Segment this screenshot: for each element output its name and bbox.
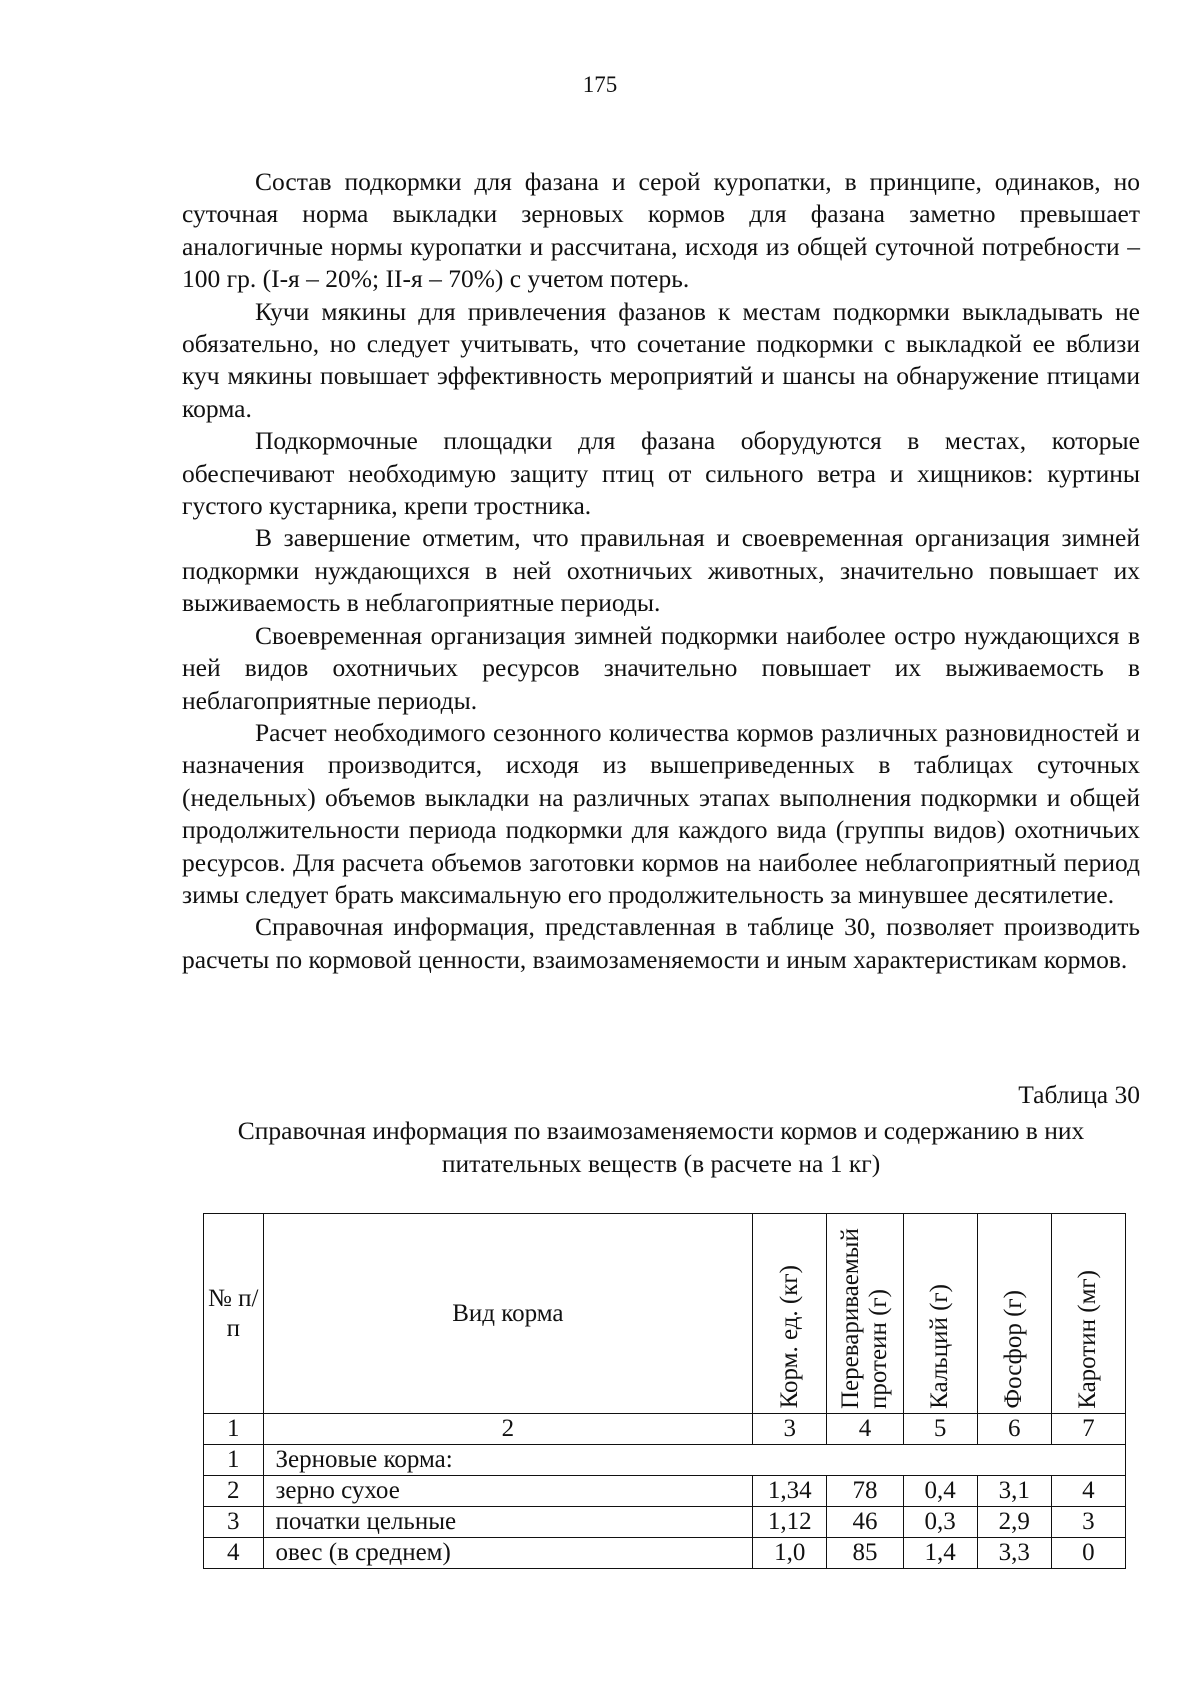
row-number: 4 [204, 1538, 264, 1569]
column-number: 2 [263, 1414, 753, 1445]
feed-name: початки цельные [263, 1507, 753, 1538]
body-text [182, 166, 1140, 976]
feed-units-value: 1,12 [753, 1507, 827, 1538]
protein-value: 46 [827, 1507, 903, 1538]
column-number: 6 [977, 1414, 1051, 1445]
feed-reference-table [203, 1213, 1126, 1569]
protein-value: 78 [827, 1476, 903, 1507]
header-feed-units-cell [753, 1214, 827, 1414]
protein-value: 85 [827, 1538, 903, 1569]
paragraph: Своевременная организация зимней подкормки наиболее остро нуждающихся в ней видов охотничьих ресурсов значительно повышает их выживаемость в неблагоприятные периоды. [182, 620, 1140, 715]
row-number: 2 [204, 1476, 264, 1507]
table-row [204, 1476, 1126, 1507]
header-carotene-cell [1051, 1214, 1125, 1414]
carotene-value: 4 [1051, 1476, 1125, 1507]
table-header-row [204, 1214, 1126, 1414]
phosphorus-value: 3,1 [977, 1476, 1051, 1507]
carotene-value: 0 [1051, 1538, 1125, 1569]
paragraph: Кучи мякины для привлечения фазанов к местам подкормки выкладывать не обязательно, но следует учитывать, что сочетание подкормки с выкладкой ее вблизи куч мякины повышает эффективность мероприятий и шансы на обнаружение птицами корма. [182, 296, 1140, 423]
phosphorus-value: 2,9 [977, 1507, 1051, 1538]
feed-name: зерно сухое [263, 1476, 753, 1507]
row-number: 1 [204, 1445, 264, 1476]
feed-name: овес (в среднем) [263, 1538, 753, 1569]
feed-units-value: 1,0 [753, 1538, 827, 1569]
column-number: 7 [1051, 1414, 1125, 1445]
row-number: 3 [204, 1507, 264, 1538]
header-number: № п/п [204, 1214, 264, 1414]
page-number: 175 [582, 72, 618, 97]
header-feed-type: Вид корма [263, 1214, 753, 1414]
header-phosphorus-cell [977, 1214, 1051, 1414]
header-calcium-cell [903, 1214, 977, 1414]
section-label: Зерновые корма: [263, 1445, 1125, 1476]
paragraph: Подкормочные площадки для фазана оборудуются в местах, которые обеспечивают необходимую защиту птиц от сильного ветра и хищников: куртины густого кустарника, крепи тростника. [182, 426, 1140, 521]
table-row [204, 1507, 1126, 1538]
paragraph: Состав подкормки для фазана и серой куропатки, в принципе, одинаков, но суточная норма выкладки зерновых кормов для фазана заметно превышает аналогичные нормы куропатки и рассчитана, исходя из общей суточной потребности – 100 гр. (I-я – 20%; II-я – 70%) с учетом потерь. [182, 167, 1140, 294]
header-feed-units: Корм. ед. (кг) [775, 1265, 803, 1409]
header-phosphorus: Фосфор (г) [1000, 1289, 1028, 1409]
header-carotene: Каротин (мг) [1074, 1269, 1102, 1409]
table-title: Справочная информация по взаимозаменяемости кормов и содержанию в них питательных веществ (в расчете на 1 кг) [237, 1116, 1085, 1178]
phosphorus-value: 3,3 [977, 1538, 1051, 1569]
column-number: 5 [903, 1414, 977, 1445]
column-number: 4 [827, 1414, 903, 1445]
column-number: 1 [204, 1414, 264, 1445]
calcium-value: 0,4 [903, 1476, 977, 1507]
calcium-value: 0,3 [903, 1507, 977, 1538]
table-label: Таблица 30 [1018, 1080, 1140, 1109]
header-protein-cell [827, 1214, 903, 1414]
table-row [204, 1538, 1126, 1569]
header-protein: Перевариваемый протеин (г) [836, 1227, 892, 1409]
paragraph: В завершение отметим, что правильная и своевременная организация зимней подкормки нуждающихся в ней охотничьих животных, значительно повышает их выживаемость в неблагоприятные периоды. [182, 523, 1140, 618]
header-calcium: Кальций (г) [926, 1283, 954, 1409]
column-number: 3 [753, 1414, 827, 1445]
paragraph: Расчет необходимого сезонного количества кормов различных разновидностей и назначения производится, исходя из вышеприведенных в таблицах суточных (недельных) объемов выкладки на различных этапах выполнения подкормки и общей продолжительности периода подкормки для каждого вида (группы видов) охотничьих ресурсов. Для расчета объемов заготовки кормов на наиболее неблагоприятный период зимы следует брать максимальную его продолжительность за минувшее десятилетие. [182, 717, 1140, 909]
column-number-row [204, 1414, 1126, 1445]
carotene-value: 3 [1051, 1507, 1125, 1538]
paragraph: Справочная информация, представленная в таблице 30, позволяет производить расчеты по кормовой ценности, взаимозаменяемости и иным характеристикам кормов. [182, 912, 1140, 974]
calcium-value: 1,4 [903, 1538, 977, 1569]
feed-units-value: 1,34 [753, 1476, 827, 1507]
section-row [204, 1445, 1126, 1476]
